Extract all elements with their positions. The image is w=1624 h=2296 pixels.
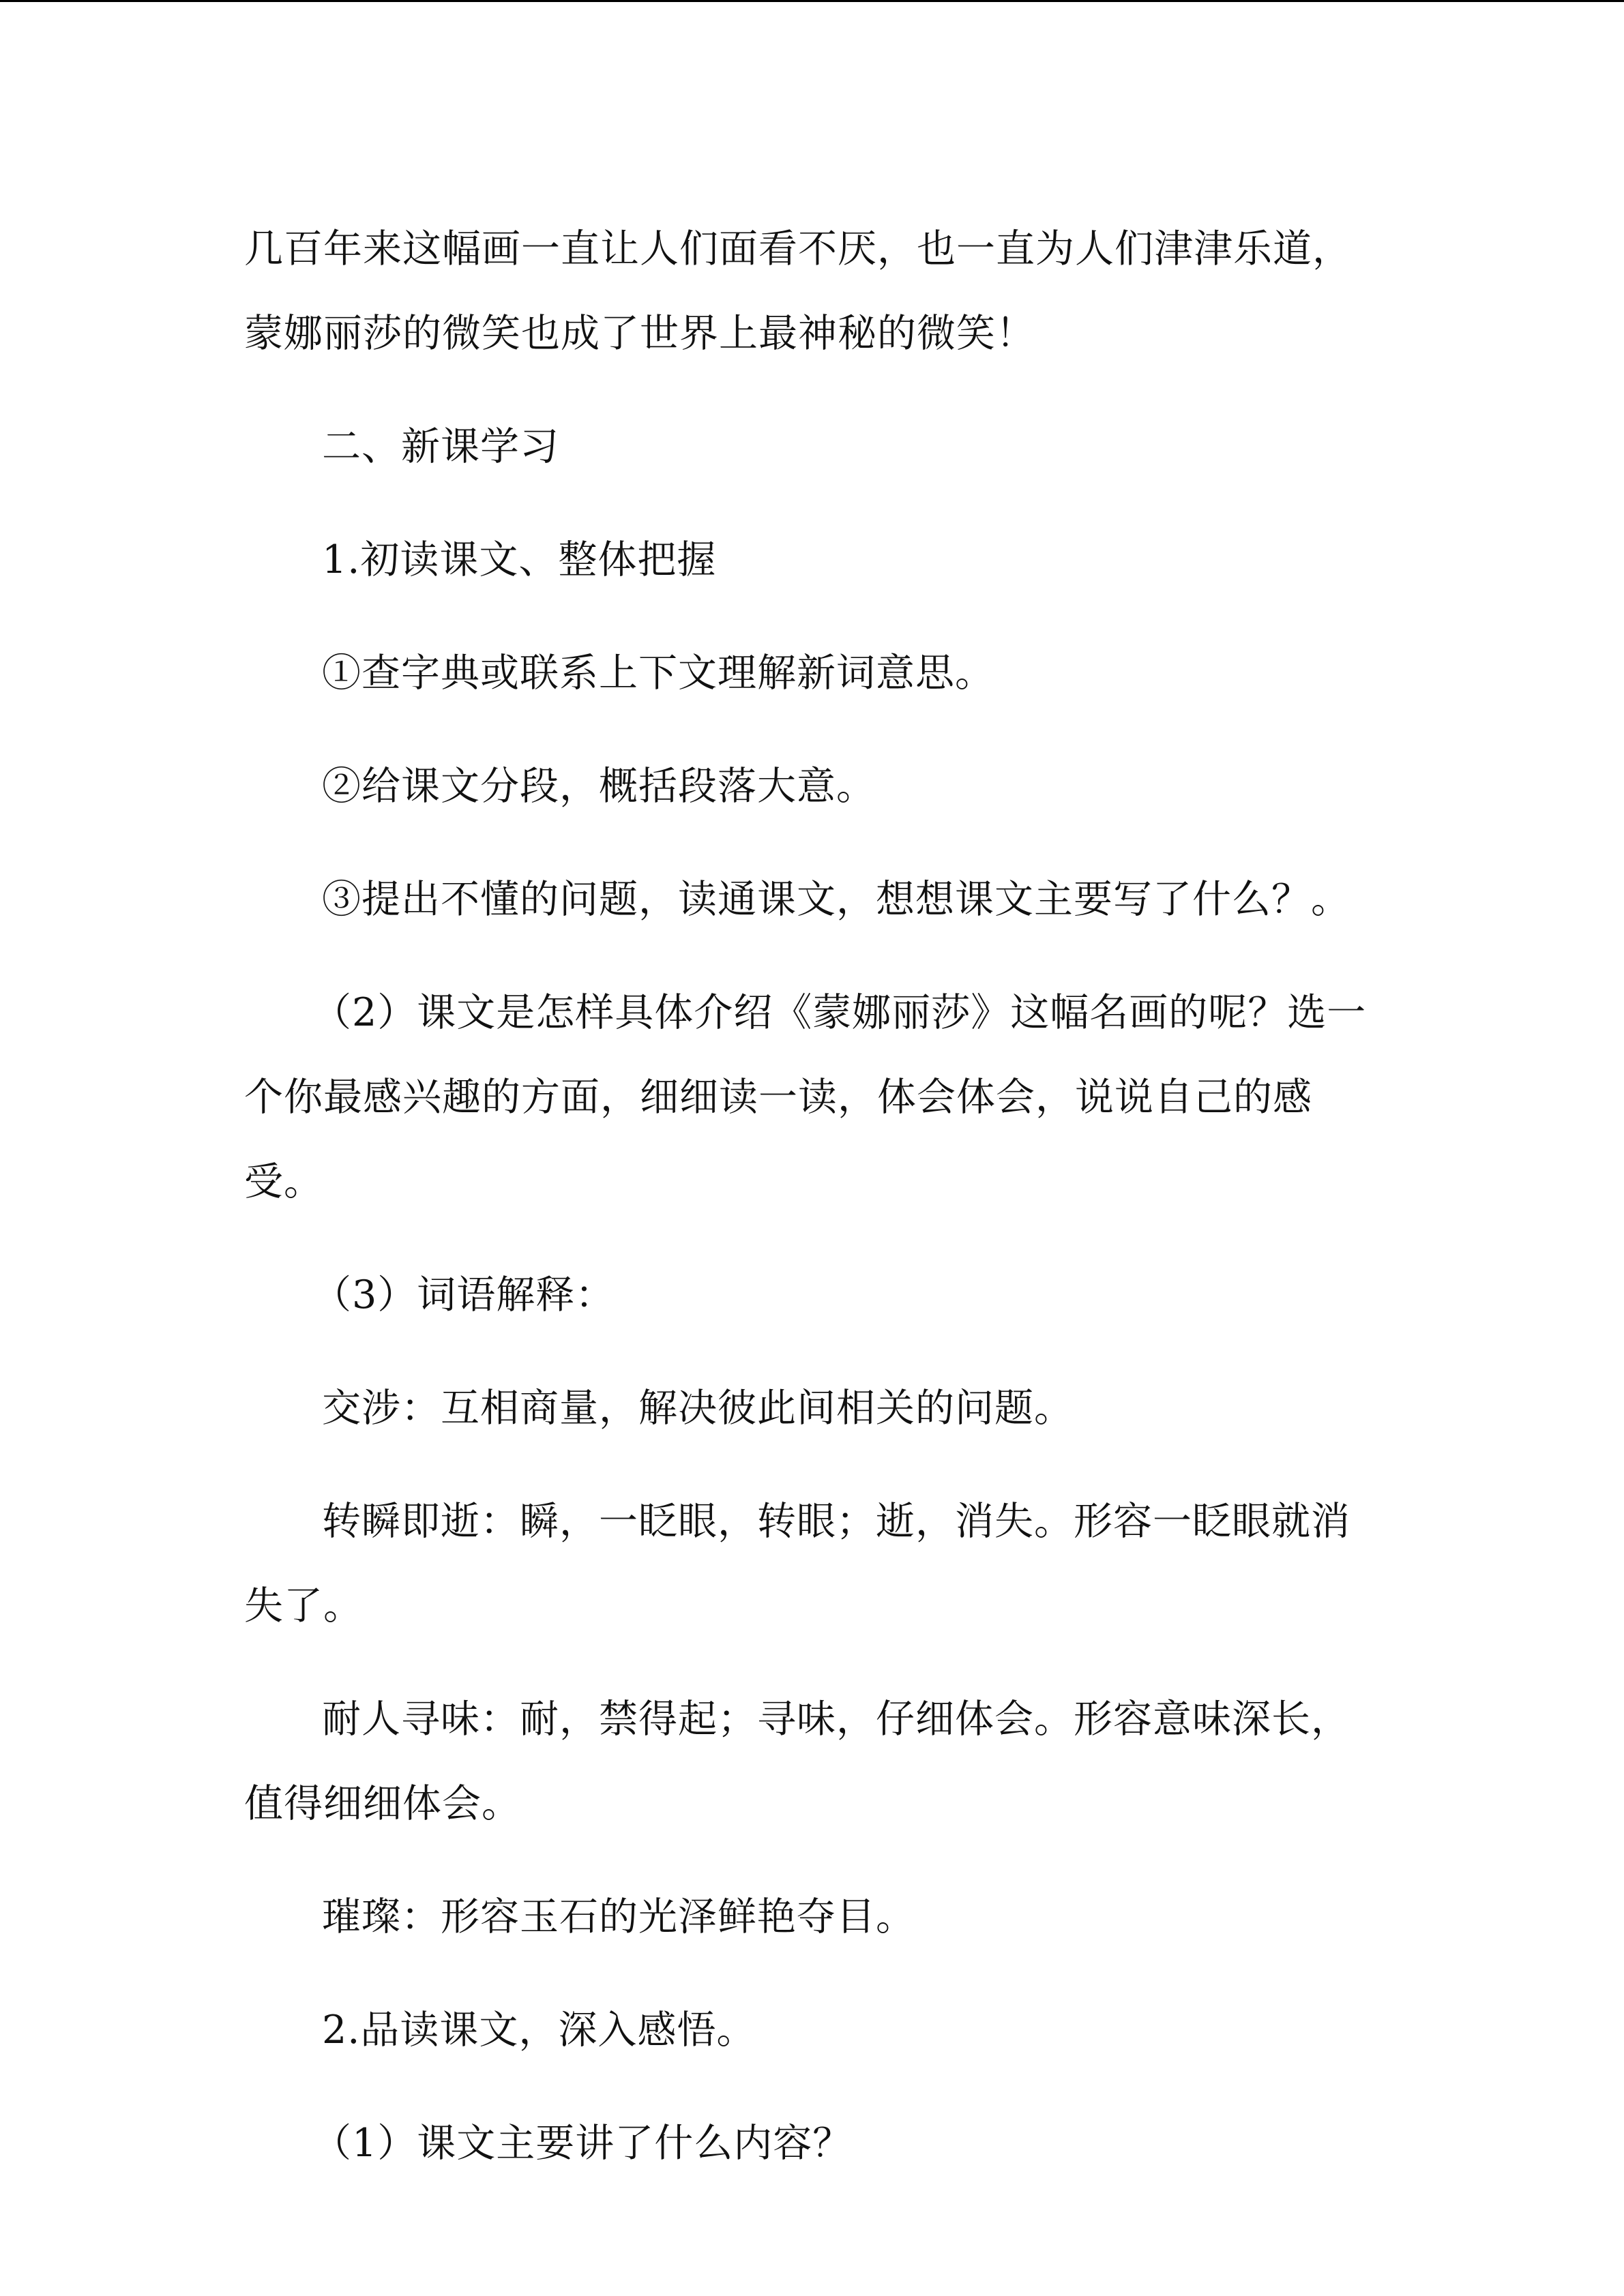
task-item-1: ①查字典或联系上下文理解新词意思。 [322,651,994,696]
question-3-vocabulary-heading: （3）词语解释： [312,1272,615,1317]
definition-cuican: 璀璨：形容玉石的光泽鲜艳夺目。 [322,1894,915,1939]
definition-jiaoshe: 交涉：互相商量，解决彼此间相关的问题。 [322,1386,1074,1431]
definition-nairenxunwei: 耐人寻味：耐，禁得起；寻味，仔细体会。形容意味深长，值得细细体会。 [244,1697,1350,1826]
task-item-2: ②给课文分段，概括段落大意。 [322,764,876,809]
paragraph-continued: 几百年来这幅画一直让人们面看不厌，也一直为人们津津乐道，蒙娜丽莎的微笑也成了世界上最神秘的微笑！ [244,226,1352,356]
question-1: （1）课文主要讲了什么内容？ [312,2121,853,2166]
definition-zhuanshunjishi: 转瞬即逝：瞬，一眨眼，转眼；逝，消失。形容一眨眼就消失了。 [244,1499,1350,1628]
task-item-3: ③提出不懂的问题，读通课文，想想课文主要写了什么？。 [322,877,1350,922]
section-heading-new-lesson: 二、新课学习 [322,424,559,469]
subsection-heading-first-reading: 1.初读课文、整体把握 [322,537,717,582]
question-2: （2）课文是怎样具体介绍《蒙娜丽莎》这幅名画的呢？选一个你最感兴趣的方面，细细读一读，体会体会，说说自己的感受。 [244,990,1367,1204]
document-body [244,207,1380,2186]
subsection-heading-close-reading: 2.品读课文，深入感悟。 [322,2008,756,2053]
